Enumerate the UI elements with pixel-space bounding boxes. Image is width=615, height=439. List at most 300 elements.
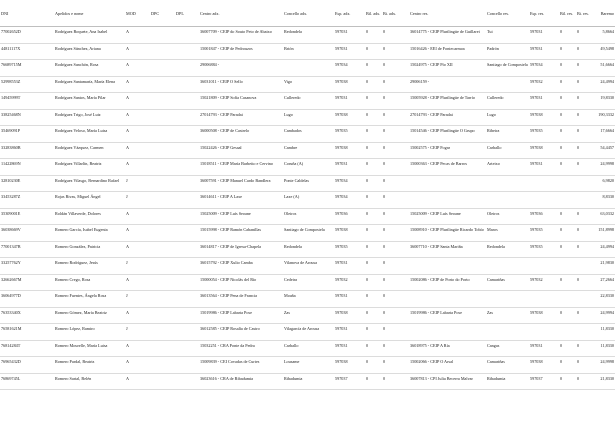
cell-dpl (175, 307, 199, 324)
cell-mod: J (125, 192, 150, 209)
column-header-dni: DNI (0, 0, 54, 27)
cell-dpl (175, 241, 199, 258)
cell-bil-res: 0 (559, 126, 576, 143)
cell-bil-res: 0 (559, 27, 576, 44)
cell-esp-res: 597031 (529, 93, 559, 110)
table-row (0, 76, 615, 93)
cell-bil-adx: 0 (365, 27, 382, 44)
cell-concello-res: Lugo (486, 109, 529, 126)
cell-mod: J (125, 291, 150, 308)
cell-name: Rodríguez Santos, María Pilar (54, 93, 125, 110)
cell-bi-res: 0 (576, 126, 593, 143)
table-row (0, 27, 615, 44)
cell-bi-adx: 0 (382, 60, 409, 77)
cell-bil-adx: 0 (365, 208, 382, 225)
cell-bil-res: 0 (559, 357, 576, 374)
cell-dpl (175, 159, 199, 176)
cell-esp-res: 597036 (529, 208, 559, 225)
cell-bi-adx: 0 (382, 27, 409, 44)
cell-bi-adx: 0 (382, 208, 409, 225)
cell-esp-adx: 597031 (334, 43, 365, 60)
cell-dpl (175, 208, 199, 225)
cell-concello-adx: Brión (283, 43, 334, 60)
cell-bil-res: 0 (559, 208, 576, 225)
cell-concello-adx: Laxe (A) (283, 192, 334, 209)
cell-concello-res: Ribeira (486, 126, 529, 143)
cell-name: Rodríguez Boquete, Ana Isabel (54, 27, 125, 44)
cell-bil-res: 0 (559, 109, 576, 126)
cell-name: Romero Fuentes, Ángela Rosa (54, 291, 125, 308)
cell-baremo: 6,9820 (593, 175, 615, 192)
cell-bi-adx: 0 (382, 324, 409, 341)
cell-bil-adx: 0 (365, 373, 382, 390)
cell-concello-res: Padrón (486, 43, 529, 60)
cell-dpc (150, 357, 175, 374)
cell-name: Rodríguez Sanchón, Rosa (54, 60, 125, 77)
cell-mod: J (125, 175, 150, 192)
cell-name: Rodríguez Vilasgo, Bernardino Rafael (54, 175, 125, 192)
cell-mod: A (125, 241, 150, 258)
cell-concello-adx: Ribadumia (283, 373, 334, 390)
cell-bi-adx: 0 (382, 225, 409, 242)
cell-concello-res: Redondela (486, 241, 529, 258)
cell-concello-res: Arteixo (486, 159, 529, 176)
cell-dpc (150, 159, 175, 176)
cell-concello-res: Maros (486, 225, 529, 242)
cell-centro-adx: 29006884 - (199, 60, 283, 77)
cell-dpl (175, 324, 199, 341)
cell-bil-res: 0 (559, 43, 576, 60)
cell-bi-res: 0 (576, 373, 593, 390)
table-row (0, 274, 615, 291)
cell-bi-res: 0 (576, 93, 593, 110)
cell-mod: J (125, 258, 150, 275)
table-row (0, 357, 615, 374)
cell-esp-res: 597038 (529, 142, 559, 159)
cell-concello-res: Camariñas (486, 274, 529, 291)
cell-bil-adx: 0 (365, 291, 382, 308)
cell-centro-res: 15008910 - CEIP Plurilingüe Ricardo Tobío (409, 225, 486, 242)
cell-mod: A (125, 76, 150, 93)
cell-concello-res: Tui (486, 27, 529, 44)
cell-mod: A (125, 357, 150, 374)
cell-bil-res: 0 (559, 142, 576, 159)
cell-dni: 76581621M (0, 324, 54, 341)
cell-dpl (175, 274, 199, 291)
cell-dpc (150, 225, 175, 242)
cell-name: Romero López, Ramiro (54, 324, 125, 341)
cell-dpl (175, 109, 199, 126)
cell-centro-adx: 36014817 - CEIP de Igrexa-Chapela (199, 241, 283, 258)
cell-esp-res (529, 175, 559, 192)
cell-bi-res: 0 (576, 340, 593, 357)
cell-centro-res: 15025009 - CEIP Luís Seoane (409, 208, 486, 225)
cell-centro-res: 15002086 - CEIP de Porto do Porto (409, 274, 486, 291)
cell-dpc (150, 60, 175, 77)
cell-bil-res: 0 (559, 307, 576, 324)
cell-bi-res: 0 (576, 109, 593, 126)
cell-centro-res: 15002066 - CEIP O Arsal (409, 357, 486, 374)
cell-esp-adx: 597035 (334, 126, 365, 143)
cell-dpl (175, 27, 199, 44)
cell-centro-res: 15019986 - CEIP Labarta Pose (409, 307, 486, 324)
table-row (0, 109, 615, 126)
cell-esp-res: 597035 (529, 225, 559, 242)
table-row (0, 175, 615, 192)
cell-baremo: 24,4994 (593, 241, 615, 258)
cell-concello-adx: Lugo (283, 109, 334, 126)
cell-dni: 44811117X (0, 43, 54, 60)
cell-bi-adx: 0 (382, 373, 409, 390)
cell-dni: 76965432D (0, 357, 54, 374)
table-header (0, 0, 615, 27)
cell-centro-res: 29006159 - (409, 76, 486, 93)
cell-bil-res: 0 (559, 93, 576, 110)
cell-name: Rodríguez Vázquez, Carmen (54, 142, 125, 159)
cell-concello-adx: Moaña (283, 291, 334, 308)
cell-baremo: 24,9998 (593, 159, 615, 176)
table-row (0, 142, 615, 159)
cell-dpl (175, 291, 199, 308)
cell-bil-adx: 0 (365, 60, 382, 77)
cell-baremo: 51,6664 (593, 60, 615, 77)
cell-bil-adx: 0 (365, 93, 382, 110)
cell-dpl (175, 192, 199, 209)
cell-concello-adx: Oleiros (283, 208, 334, 225)
cell-esp-res: 597038 (529, 357, 559, 374)
cell-concello-res: Oleiros (486, 208, 529, 225)
cell-bi-res: 0 (576, 27, 593, 44)
cell-centro-adx: 15015998 - CEIP Ramón Cabanillas (199, 225, 283, 242)
cell-dni: 52998553Z (0, 76, 54, 93)
cell-bi-res (576, 192, 593, 209)
cell-name: Romero Pardal, Beatriz (54, 357, 125, 374)
cell-esp-adx: 597031 (334, 324, 365, 341)
cell-dni: 76689715M (0, 60, 54, 77)
cell-bi-adx: 0 (382, 241, 409, 258)
cell-centro-adx: 36015792 - CEIP Xulio Camba (199, 258, 283, 275)
cell-bi-adx: 0 (382, 142, 409, 159)
cell-concello-res: Ribadumia (486, 373, 529, 390)
cell-centro-adx: 15021809 - CEIP Sofía Casanova (199, 93, 283, 110)
cell-centro-res (409, 175, 486, 192)
cell-concello-adx: Zas (283, 307, 334, 324)
cell-name: Romero González, Patricia (54, 241, 125, 258)
cell-concello-adx: Vilanova de Arousa (283, 258, 334, 275)
column-header-dpl: DPL (175, 0, 199, 27)
cell-name: Rodríguez Trigo, José Luiz (54, 109, 125, 126)
cell-esp-adx: 597035 (334, 241, 365, 258)
cell-bil-res: 0 (559, 159, 576, 176)
cell-esp-res: 597031 (529, 27, 559, 44)
cell-centro-res (409, 258, 486, 275)
cell-dpl (175, 142, 199, 159)
cell-centro-adx: 36014611 - CEIP A Laxe (199, 192, 283, 209)
cell-bi-res: 0 (576, 307, 593, 324)
cell-dni: 14945999T (0, 93, 54, 110)
cell-concello-adx (283, 60, 334, 77)
cell-dni: 76869745L (0, 373, 54, 390)
cell-dpc (150, 109, 175, 126)
table-row (0, 159, 615, 176)
cell-dni: 77001347B (0, 241, 54, 258)
cell-bi-adx: 0 (382, 175, 409, 192)
table-row (0, 324, 615, 341)
cell-esp-res: 597037 (529, 373, 559, 390)
cell-esp-res: 597035 (529, 126, 559, 143)
column-header-bi-adx: Bi. adx. (382, 0, 409, 27)
cell-bil-adx: 0 (365, 175, 382, 192)
cell-centro-adx: 36007591 - CEIP Manuel Cardo Bandlera (199, 175, 283, 192)
cell-esp-adx: 597034 (334, 60, 365, 77)
cell-dni: 32662667M (0, 274, 54, 291)
cell-esp-adx: 597031 (334, 159, 365, 176)
column-header-baremo: Baremo (593, 0, 615, 27)
cell-esp-res: 597038 (529, 307, 559, 324)
cell-name: Rodríguez Santamaría, María Elena (54, 76, 125, 93)
cell-bi-adx: 0 (382, 291, 409, 308)
cell-baremo: 27,2664 (593, 274, 615, 291)
cell-dpl (175, 126, 199, 143)
cell-bi-adx: 0 (382, 93, 409, 110)
cell-esp-res: 597031 (529, 159, 559, 176)
cell-mod: A (125, 225, 150, 242)
cell-dni: 33283860B (0, 142, 54, 159)
cell-centro-adx: 15022426 - CEIP Gesaal (199, 142, 283, 159)
cell-baremo: 63,0332 (593, 208, 615, 225)
column-header-bi-res: Bi. res. (576, 0, 593, 27)
cell-bi-res: 0 (576, 274, 593, 291)
cell-concello-res: Camariñas (486, 357, 529, 374)
cell-concello-adx: Vigo (283, 76, 334, 93)
cell-dpc (150, 373, 175, 390)
cell-dpc (150, 27, 175, 44)
cell-concello-adx: Redondela (283, 27, 334, 44)
cell-bi-res: 0 (576, 159, 593, 176)
cell-bi-res (576, 175, 593, 192)
cell-name: Romero Rodríguez, Jesús (54, 258, 125, 275)
cell-esp-res (529, 291, 559, 308)
column-header-bil-res: Bil. res. (559, 0, 576, 27)
cell-dpc (150, 340, 175, 357)
cell-esp-adx: 597034 (334, 175, 365, 192)
column-header-name: Apelidos e nome (54, 0, 125, 27)
table-row (0, 241, 615, 258)
cell-dpl (175, 93, 199, 110)
cell-dpl (175, 175, 199, 192)
cell-bi-adx: 0 (382, 307, 409, 324)
cell-bil-adx: 0 (365, 324, 382, 341)
cell-baremo: 22,8330 (593, 291, 615, 308)
cell-dpc (150, 93, 175, 110)
cell-bi-res: 0 (576, 76, 593, 93)
cell-dni: 36064977D (0, 291, 54, 308)
cell-mod: A (125, 60, 150, 77)
cell-bi-adx: 0 (382, 109, 409, 126)
cell-baremo: 151,8998 (593, 225, 615, 242)
cell-esp-adx: 597038 (334, 142, 365, 159)
cell-bil-adx: 0 (365, 307, 382, 324)
cell-bil-res (559, 258, 576, 275)
cell-centro-res: 36007813 - CPI Julia Becerra Malvar (409, 373, 486, 390)
cell-concello-adx: Ponte Caldelas (283, 175, 334, 192)
cell-centro-adx: 27014793 - CEIP Paradai (199, 109, 283, 126)
column-header-centro-res: Centro res. (409, 0, 486, 27)
cell-mod: A (125, 208, 150, 225)
cell-dni: 76353340X (0, 307, 54, 324)
column-header-centro-adx: Centro adx. (199, 0, 283, 27)
cell-bil-res (559, 175, 576, 192)
column-header-mod: MOD (125, 0, 150, 27)
cell-concello-adx: Cambados (283, 126, 334, 143)
cell-dni: 33257762Y (0, 258, 54, 275)
cell-dni: 77002652D (0, 27, 54, 44)
table-row (0, 291, 615, 308)
cell-name: Romero Sartal, Belén (54, 373, 125, 390)
cell-centro-adx: 36000508 - CEIP de Castrelo (199, 126, 283, 143)
cell-centro-res: 36018975 - CEIP A Ría (409, 340, 486, 357)
cell-bil-adx: 0 (365, 109, 382, 126)
cell-esp-res (529, 324, 559, 341)
cell-bil-res: 0 (559, 76, 576, 93)
cell-dpc (150, 324, 175, 341)
cell-baremo: 21,9830 (593, 258, 615, 275)
cell-baremo: 19,8330 (593, 93, 615, 110)
cell-esp-adx: 597037 (334, 373, 365, 390)
cell-bi-res (576, 324, 593, 341)
cell-baremo: 24,9998 (593, 357, 615, 374)
cell-centro-adx: 36007709 - CEIP do Souto Peto de Abaixo (199, 27, 283, 44)
cell-bi-res: 0 (576, 142, 593, 159)
cell-esp-adx: 597031 (334, 93, 365, 110)
cell-concello-adx: Santiago de Compostela (283, 225, 334, 242)
cell-bil-res: 0 (559, 373, 576, 390)
cell-bil-res: 0 (559, 225, 576, 242)
cell-bi-res (576, 291, 593, 308)
cell-concello-res: Cangas (486, 340, 529, 357)
column-header-concello-adx: Concello adx. (283, 0, 334, 27)
cell-esp-adx: 597036 (334, 208, 365, 225)
cell-esp-adx: 597038 (334, 307, 365, 324)
cell-esp-res (529, 258, 559, 275)
cell-centro-adx: 36023616 - CRA de Ribadumia (199, 373, 283, 390)
cell-bi-adx: 0 (382, 192, 409, 209)
cell-esp-adx: 597031 (334, 258, 365, 275)
cell-dpl (175, 43, 199, 60)
cell-bil-res: 0 (559, 340, 576, 357)
cell-baremo: 49,5498 (593, 43, 615, 60)
cell-dpl (175, 258, 199, 275)
cell-baremo: 11,8330 (593, 340, 615, 357)
cell-mod: A (125, 340, 150, 357)
cell-bi-res: 0 (576, 225, 593, 242)
cell-centro-res: 27014793 - CEIP Paradai (409, 109, 486, 126)
cell-esp-res: 597034 (529, 60, 559, 77)
cell-esp-adx: 597038 (334, 76, 365, 93)
cell-mod: A (125, 126, 150, 143)
cell-bi-res: 0 (576, 43, 593, 60)
cell-dni: 33453287Z (0, 192, 54, 209)
cell-centro-res: 15024975 - CEIP Pío XII (409, 60, 486, 77)
table-row (0, 258, 615, 275)
cell-bil-res: 0 (559, 60, 576, 77)
table-row (0, 126, 615, 143)
cell-esp-res: 597032 (529, 76, 559, 93)
cell-concello-adx: Cambre (283, 142, 334, 159)
cell-mod: A (125, 43, 150, 60)
cell-name: Romero García, Isabel Eugenia (54, 225, 125, 242)
cell-bi-adx: 0 (382, 274, 409, 291)
cell-centro-res: 15005928 - CEIP Plurilingüe de Tarrío (409, 93, 486, 110)
table-row (0, 43, 615, 60)
cell-bil-adx: 0 (365, 43, 382, 60)
cell-concello-adx: Redondela (283, 241, 334, 258)
column-header-esp-res: Esp. res. (529, 0, 559, 27)
cell-bil-res: 0 (559, 274, 576, 291)
cell-dni: 32810230E (0, 175, 54, 192)
cell-name: Rojas Rivas, Miguel Ángel (54, 192, 125, 209)
cell-esp-res (529, 192, 559, 209)
cell-dpc (150, 241, 175, 258)
cell-name: Rodríguez Sánchez, Ariana (54, 43, 125, 60)
column-header-concello-res: Concello res. (486, 0, 529, 27)
cell-bi-adx: 0 (382, 43, 409, 60)
cell-dpl (175, 60, 199, 77)
cell-centro-res: 36007710 - CEIP Santa Mariña (409, 241, 486, 258)
cell-concello-res: Zas (486, 307, 529, 324)
cell-bil-res: 0 (559, 241, 576, 258)
cell-dni: 35309001E (0, 208, 54, 225)
cell-bi-adx: 0 (382, 340, 409, 357)
cell-bil-adx: 0 (365, 241, 382, 258)
cell-esp-res: 597035 (529, 241, 559, 258)
cell-esp-res: 597032 (529, 274, 559, 291)
cell-mod: A (125, 159, 150, 176)
cell-centro-res: 15014546 - CEIP Plurilingüe O Grupo (409, 126, 486, 143)
cell-dpc (150, 258, 175, 275)
cell-concello-adx: Vilagarcía de Arousa (283, 324, 334, 341)
cell-dpc (150, 126, 175, 143)
cell-concello-res: Culleredo (486, 93, 529, 110)
cell-centro-adx: 15001847 - CEIP de Pedrouzos (199, 43, 283, 60)
cell-centro-adx: 15009839 - CEI Covadas de Curtes (199, 357, 283, 374)
cell-mod: A (125, 274, 150, 291)
cell-esp-adx: 597031 (334, 27, 365, 44)
cell-mod: A (125, 307, 150, 324)
cell-centro-res: 15000363 - CEIP Pecas de Barros (409, 159, 486, 176)
cell-bil-res (559, 291, 576, 308)
cell-esp-adx: 597031 (334, 291, 365, 308)
cell-bi-adx: 0 (382, 258, 409, 275)
cell-centro-res (409, 291, 486, 308)
cell-concello-res (486, 76, 529, 93)
cell-baremo: 5,8664 (593, 27, 615, 44)
cell-bil-res (559, 324, 576, 341)
cell-concello-res: Carballo (486, 142, 529, 159)
cell-concello-res (486, 291, 529, 308)
cell-centro-adx: 36012585 - CEIP Rosalía de Castro (199, 324, 283, 341)
cell-dpc (150, 142, 175, 159)
cell-bi-res: 0 (576, 208, 593, 225)
cell-esp-adx: 597032 (334, 274, 365, 291)
cell-centro-res: 15016426 - EEI de Fontecarmoa (409, 43, 486, 60)
cell-mod: A (125, 373, 150, 390)
column-header-dpc: DPC (150, 0, 175, 27)
cell-bi-res: 0 (576, 60, 593, 77)
cell-bil-adx: 0 (365, 159, 382, 176)
cell-mod: A (125, 142, 150, 159)
cell-dpc (150, 274, 175, 291)
